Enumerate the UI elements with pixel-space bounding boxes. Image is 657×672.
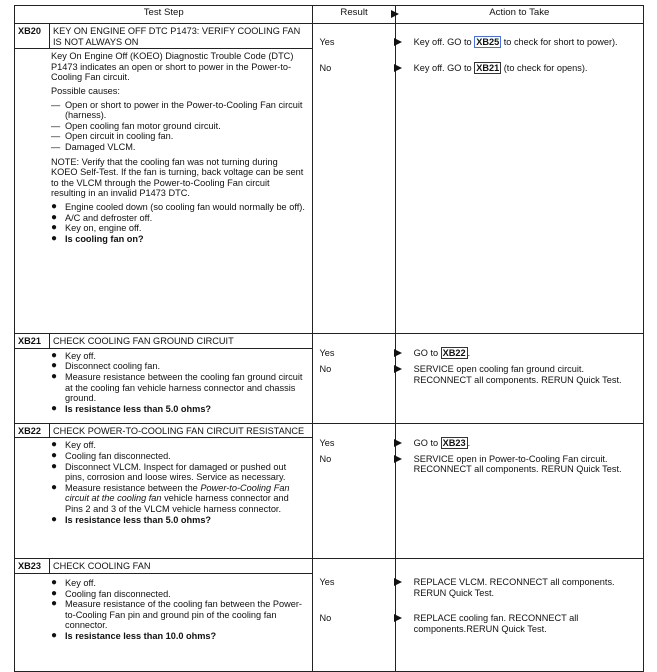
action-item: SERVICE open cooling fan ground circuit. RECONNECT all components. RERUN Quick Test. — [400, 364, 639, 385]
step-body-row — [15, 573, 644, 671]
result-yes: Yes — [319, 577, 335, 588]
action-item: Key off. GO to XB21 (to check for opens). — [400, 63, 639, 74]
arrow-icon — [394, 38, 402, 46]
action-item: SERVICE open in Power-to-Cooling Fan circuit. RECONNECT all components. RERUN Quick Test. — [400, 454, 639, 475]
step-body-row — [15, 49, 644, 334]
causes-label: Possible causes: — [51, 85, 120, 96]
cause-item: — Damaged VLCM. — [51, 141, 136, 152]
result-no: No — [319, 62, 332, 73]
step-title: CHECK POWER-TO-COOLING FAN CIRCUIT RESISTANCE — [49, 424, 312, 438]
step-intro: Key On Engine Off (KOEO) Diagnostic Trouble Code (DTC) P1473 indicates an open or short to power in the Power-to-Cooling Fan circuit. — [51, 51, 294, 83]
header-action-label: Action to Take — [489, 7, 550, 18]
step-title-row — [15, 559, 644, 574]
step-code: XB21 — [18, 336, 41, 347]
step-title-cell — [15, 334, 313, 349]
bullet-item: ● Measure resistance between the cooling fan ground circuit at the cooling fan vehicle harness connector and chassis ground. — [51, 370, 303, 404]
step-body-row — [15, 438, 644, 559]
step-ref-link[interactable]: XB23 — [442, 437, 466, 448]
step-code: XB22 — [18, 425, 41, 436]
cause-item: — Open cooling fan motor ground circuit. — [51, 120, 221, 131]
step-title-row — [15, 423, 644, 438]
step-body-row — [15, 348, 644, 423]
header-action — [395, 6, 643, 24]
action-cell — [395, 438, 643, 559]
step-body-cell — [15, 573, 313, 671]
result-no: No — [319, 453, 332, 464]
action-cell — [395, 36, 643, 334]
step-title-row — [15, 334, 644, 349]
action-item: GO to XB22 . — [400, 348, 639, 362]
step-question: ● Is resistance less than 5.0 ohms? — [51, 513, 212, 525]
step-ref-link[interactable]: XB21 — [476, 62, 500, 73]
result-yes: Yes — [319, 437, 335, 448]
step-title: CHECK COOLING FAN GROUND CIRCUIT — [49, 334, 312, 348]
bullet-item: ● Key off. — [51, 576, 96, 588]
bullet-item: ● Key off. — [51, 349, 96, 361]
step-ref-link[interactable]: XB22 — [442, 348, 466, 359]
arrow-icon — [394, 614, 402, 622]
result-cell — [313, 438, 395, 559]
step-ref-link[interactable]: XB25 — [476, 36, 500, 47]
step-title-cell — [15, 24, 313, 49]
bullet-item: ● Key on, engine off. — [51, 222, 142, 234]
result-cell — [313, 348, 395, 423]
result-no: No — [319, 364, 332, 375]
result-cell — [313, 36, 395, 334]
step-title: KEY ON ENGINE OFF DTC P1473: VERIFY COOLING FAN IS NOT ALWAYS ON — [49, 24, 312, 48]
step-code: XB20 — [18, 26, 41, 36]
bullet-item: ● Measure resistance between the Power-to-Cooling Fan circuit at the cooling fan vehicle harness connector and Pins 2 and 3 of the VLCM vehicle harness connector. — [51, 481, 290, 514]
arrow-icon — [394, 455, 402, 463]
cause-item: — Open circuit in cooling fan. — [51, 131, 174, 142]
diagnostic-table — [14, 5, 644, 672]
action-cell — [395, 348, 643, 423]
bullet-item: ● A/C and defroster off. — [51, 211, 153, 223]
arrow-icon — [394, 349, 402, 357]
diagnostic-table-page — [14, 5, 644, 672]
bullet-item: ● Cooling fan disconnected. — [51, 587, 171, 599]
step-code: XB23 — [18, 561, 41, 572]
step-question: ● Is resistance less than 10.0 ohms? — [51, 629, 217, 641]
result-yes: Yes — [319, 348, 335, 359]
table-header-row — [15, 6, 644, 24]
step-title: CHECK COOLING FAN — [49, 559, 312, 573]
arrow-icon — [394, 439, 402, 447]
step-body-cell — [15, 49, 313, 334]
cause-item: — Open or short to power in the Power-to-Cooling Fan circuit (harness). — [51, 99, 303, 121]
step-body-cell — [15, 348, 313, 423]
step-title-cell — [15, 559, 313, 574]
step-body-cell — [15, 438, 313, 559]
action-item: GO to XB23 . — [400, 438, 639, 452]
arrow-icon — [394, 365, 402, 373]
header-result: Result — [313, 6, 395, 24]
step-question: ● Is cooling fan on? — [51, 232, 144, 244]
action-cell — [395, 573, 643, 671]
result-no: No — [319, 613, 332, 624]
bullet-item: ● Disconnect VLCM. Inspect for damaged or pushed out pins, corrosion and loose wires. Service as necessary. — [51, 460, 287, 483]
bullet-item: ● Disconnect cooling fan. — [51, 360, 160, 372]
arrow-icon — [394, 64, 402, 72]
action-item: REPLACE VLCM. RECONNECT all components. RERUN Quick Test. — [400, 577, 639, 613]
step-title-cell — [15, 423, 313, 438]
bullet-item: ● Key off. — [51, 439, 96, 451]
bullet-item: ● Engine cooled down (so cooling fan would normally be off). — [51, 200, 305, 212]
result-yes: Yes — [319, 36, 335, 47]
bullet-item: ● Measure resistance of the cooling fan between the Power-to-Cooling Fan pin and ground pin of the cooling fan connector. — [51, 598, 302, 631]
bullet-item: ● Cooling fan disconnected. — [51, 449, 171, 461]
result-cell — [313, 573, 395, 671]
arrow-icon — [391, 10, 399, 18]
action-item: Key off. GO to XB25 to check for short to power). — [400, 37, 639, 63]
step-question: ● Is resistance less than 5.0 ohms? — [51, 402, 212, 414]
header-test-step: Test Step — [15, 6, 313, 24]
arrow-icon — [394, 578, 402, 586]
step-note: NOTE: Verify that the cooling fan was not turning during KOEO Self-Test. If the fan is turning, back voltage can be sent to the VLCM through the Power-to-Cooling Fan circuit resulting in an invalid P1473 DTC. — [51, 156, 304, 199]
action-item: REPLACE cooling fan. RECONNECT all components.RERUN Quick Test. — [400, 613, 639, 634]
